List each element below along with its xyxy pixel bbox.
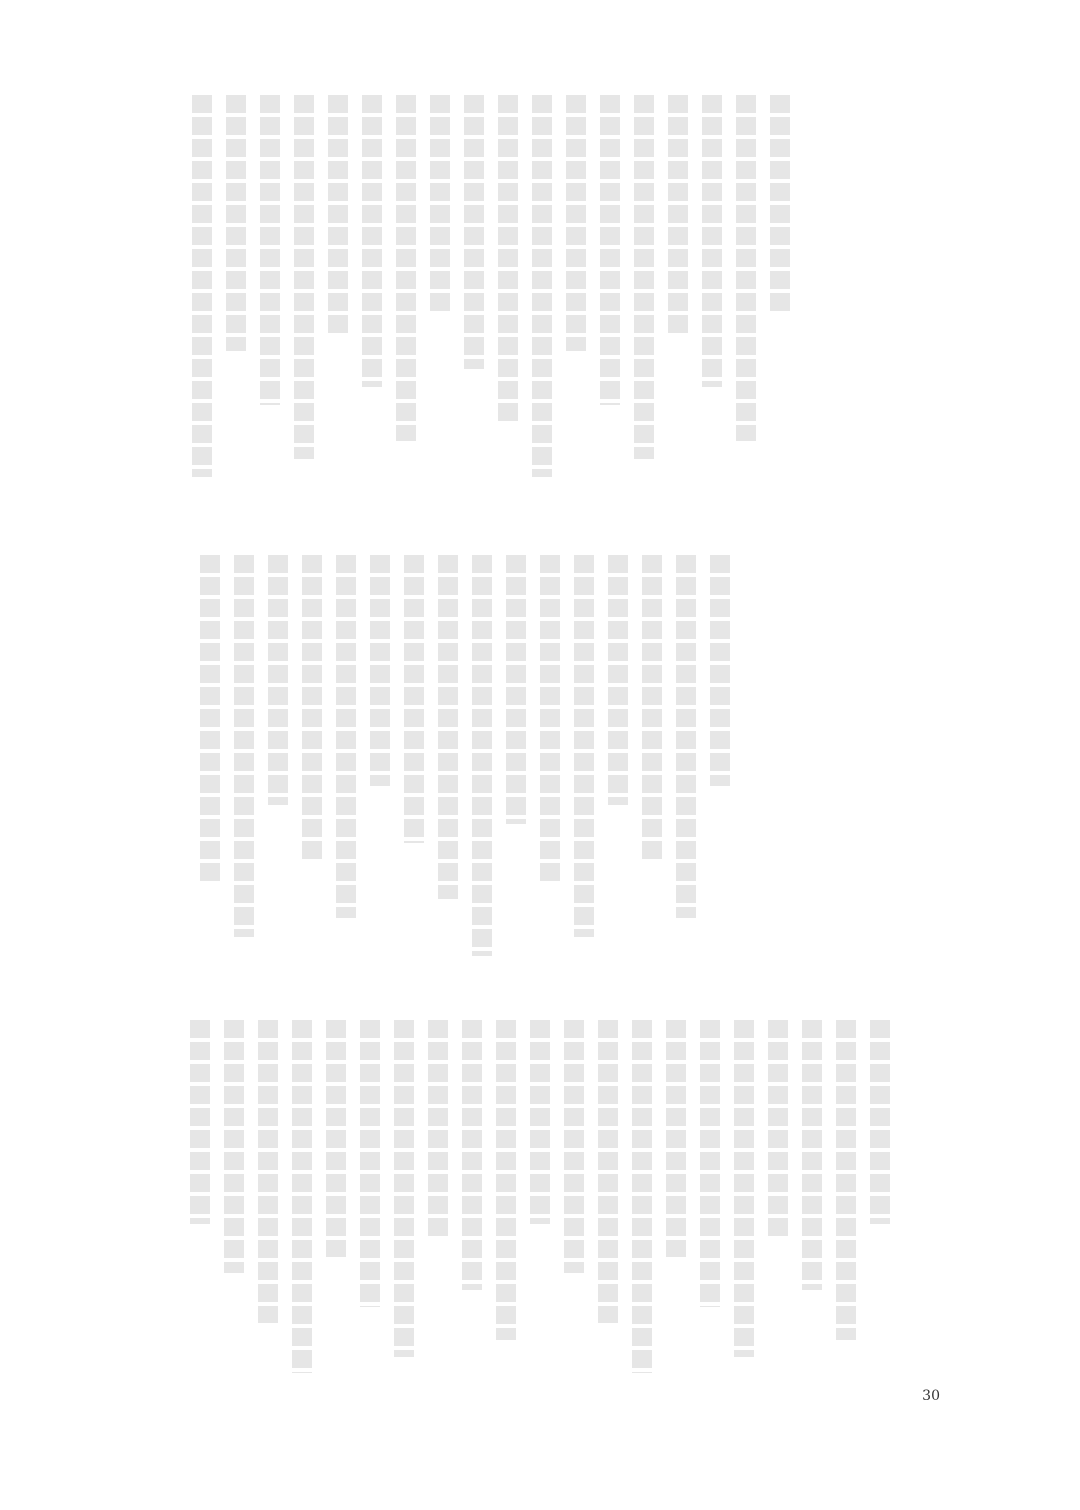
text-column-placeholder — [226, 95, 246, 351]
text-column-placeholder — [336, 555, 356, 918]
text-column-placeholder — [770, 95, 790, 315]
text-column-placeholder — [530, 1020, 550, 1224]
text-column-placeholder — [642, 555, 662, 862]
text-column-placeholder — [598, 1020, 618, 1323]
text-column-placeholder — [702, 95, 722, 387]
text-column-placeholder — [600, 95, 620, 405]
text-column-placeholder — [472, 555, 492, 956]
text-column-placeholder — [632, 1020, 652, 1373]
text-column-placeholder — [362, 95, 382, 387]
page-number: 30 — [922, 1388, 940, 1404]
text-column-placeholder — [666, 1020, 686, 1257]
text-block-middle — [150, 555, 730, 975]
text-column-placeholder — [200, 555, 220, 881]
text-column-placeholder — [700, 1020, 720, 1307]
text-block-top — [150, 95, 790, 495]
text-column-placeholder — [564, 1020, 584, 1273]
text-column-placeholder — [326, 1020, 346, 1257]
text-column-placeholder — [608, 555, 628, 805]
text-column-placeholder — [506, 555, 526, 824]
text-column-placeholder — [292, 1020, 312, 1373]
text-column-placeholder — [294, 95, 314, 459]
text-block-bottom — [150, 1020, 890, 1390]
text-column-placeholder — [802, 1020, 822, 1290]
text-column-placeholder — [710, 555, 730, 786]
text-column-placeholder — [396, 95, 416, 441]
text-column-placeholder — [258, 1020, 278, 1323]
text-column-placeholder — [360, 1020, 380, 1307]
text-column-placeholder — [836, 1020, 856, 1340]
text-column-placeholder — [428, 1020, 448, 1240]
text-column-placeholder — [498, 95, 518, 423]
text-column-placeholder — [496, 1020, 516, 1340]
text-column-placeholder — [234, 555, 254, 937]
text-column-placeholder — [260, 95, 280, 405]
text-column-placeholder — [438, 555, 458, 899]
text-column-placeholder — [462, 1020, 482, 1290]
text-column-placeholder — [574, 555, 594, 937]
text-column-placeholder — [328, 95, 348, 333]
text-column-placeholder — [768, 1020, 788, 1240]
text-column-placeholder — [192, 95, 212, 477]
text-column-placeholder — [224, 1020, 244, 1273]
text-column-placeholder — [566, 95, 586, 351]
text-column-placeholder — [532, 95, 552, 477]
text-column-placeholder — [302, 555, 322, 862]
text-column-placeholder — [736, 95, 756, 441]
text-column-placeholder — [634, 95, 654, 459]
text-column-placeholder — [676, 555, 696, 918]
text-column-placeholder — [430, 95, 450, 315]
text-column-placeholder — [540, 555, 560, 881]
text-column-placeholder — [464, 95, 484, 369]
text-column-placeholder — [394, 1020, 414, 1357]
text-column-placeholder — [268, 555, 288, 805]
text-column-placeholder — [734, 1020, 754, 1357]
text-column-placeholder — [370, 555, 390, 786]
text-column-placeholder — [668, 95, 688, 333]
text-column-placeholder — [190, 1020, 210, 1224]
text-column-placeholder — [870, 1020, 890, 1224]
text-column-placeholder — [404, 555, 424, 843]
